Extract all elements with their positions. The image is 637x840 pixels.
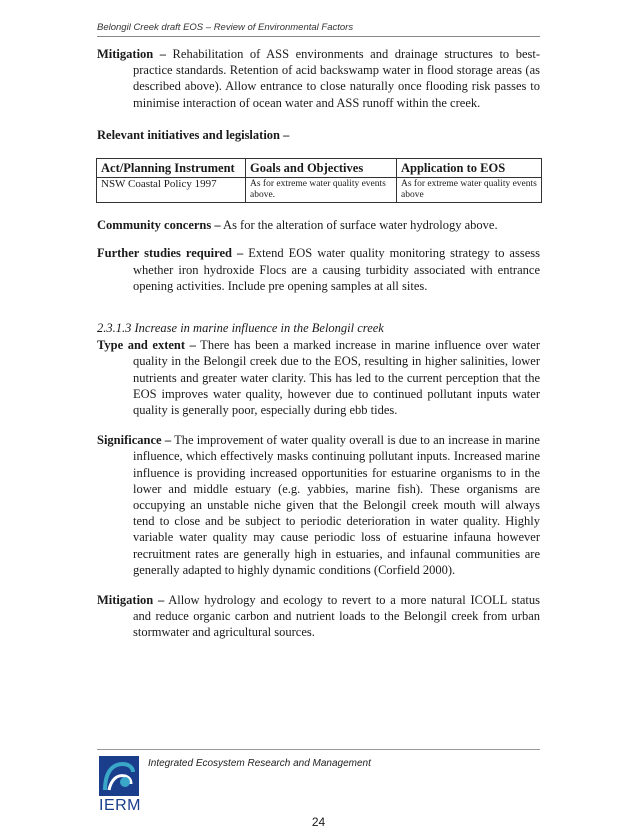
footer-divider [97, 749, 540, 750]
community-text: As for the alteration of surface water hydrology above. [220, 218, 498, 233]
further-studies-label: Further studies required – [97, 246, 244, 261]
table-header-cell: Act/Planning Instrument [97, 159, 246, 178]
community-label: Community concerns – [97, 218, 221, 233]
section-heading: 2.3.1.3 Increase in marine influence in the Belongil creek [97, 321, 384, 336]
ierm-logo-icon [99, 756, 139, 796]
mitigation-paragraph-2 [97, 592, 540, 641]
table-row [97, 178, 542, 203]
table-cell: NSW Coastal Policy 1997 [97, 178, 246, 203]
legislation-table [96, 158, 542, 203]
footer-org-name: Integrated Ecosystem Research and Management [148, 758, 371, 769]
document-body [97, 46, 540, 641]
mitigation-text-2: Allow hydrology and ecology to revert to a more natural ICOLL status and reduce organic carbon and nutrient loads to the Belongil creek from urban stormwater and agricultural sources. [133, 593, 540, 640]
type-extent-text: There has been a marked increase in marine influence over water quality in the Belongil creek due to the EOS, resulting in higher salinities, lower nutrients and greater water clarity. This has led to the current perception that the EOS improves water quality, however due to continued pollutant inputs water quality is generally poor, especially during ebb tides. [133, 338, 540, 418]
initiatives-heading: Relevant initiatives and legislation – [97, 127, 290, 142]
table-header-cell: Goals and Objectives [246, 159, 397, 178]
community-paragraph [97, 217, 540, 233]
further-studies-text: Extend EOS water quality monitoring strategy to assess whether iron hydroxide Flocs are a causing turbidity associated with entrance opening activities. Include pre opening samples at all sites. [133, 246, 540, 293]
table-cell: As for extreme water quality events above [397, 178, 542, 203]
page-number: 24 [311, 815, 326, 829]
mitigation-label-2: Mitigation – [97, 593, 165, 608]
type-extent-label: Type and extent – [97, 338, 196, 353]
significance-text: The improvement of water quality overall is due to an increase in marine influence, which effectively masks continuing pollutant inputs. Increased marine influence is providing increased opportunities for estuarine organisms to in the lower and middle estuary (e.g. yabbies, marine fish). These organisms are occupying an unstable niche given that the Belongil creek mouth will always tend to close and be subject to periodic deterioration in water quality. Highly variable water quality may cause periodic loss of estuarine infauna however recruitment rates are generally high in estuaries, and infaunal communities are generally adapted to highly dynamic conditions (Corfield 2000). [133, 433, 540, 577]
running-header: Belongil Creek draft EOS – Review of Environmental Factors [97, 22, 540, 37]
type-extent-paragraph [97, 337, 540, 418]
table-header-cell: Application to EOS [397, 159, 542, 178]
mitigation-label-1: Mitigation – [97, 47, 167, 61]
significance-paragraph [97, 432, 540, 578]
mitigation-text-1: Rehabilitation of ASS environments and drainage structures to best-practice standards. Retention of acid backswamp water in flood storage areas (as described above). Allow entrance to close naturally once flooding risk passes to minimise interaction of ocean water and ASS runoff within the creek. [133, 47, 540, 110]
table-cell: As for extreme water quality events above. [246, 178, 397, 203]
significance-label: Significance – [97, 433, 172, 448]
mitigation-paragraph-1 [97, 46, 540, 111]
logo-text: IERM [99, 797, 141, 814]
further-studies-paragraph [97, 245, 540, 294]
table-header-row [97, 159, 542, 178]
